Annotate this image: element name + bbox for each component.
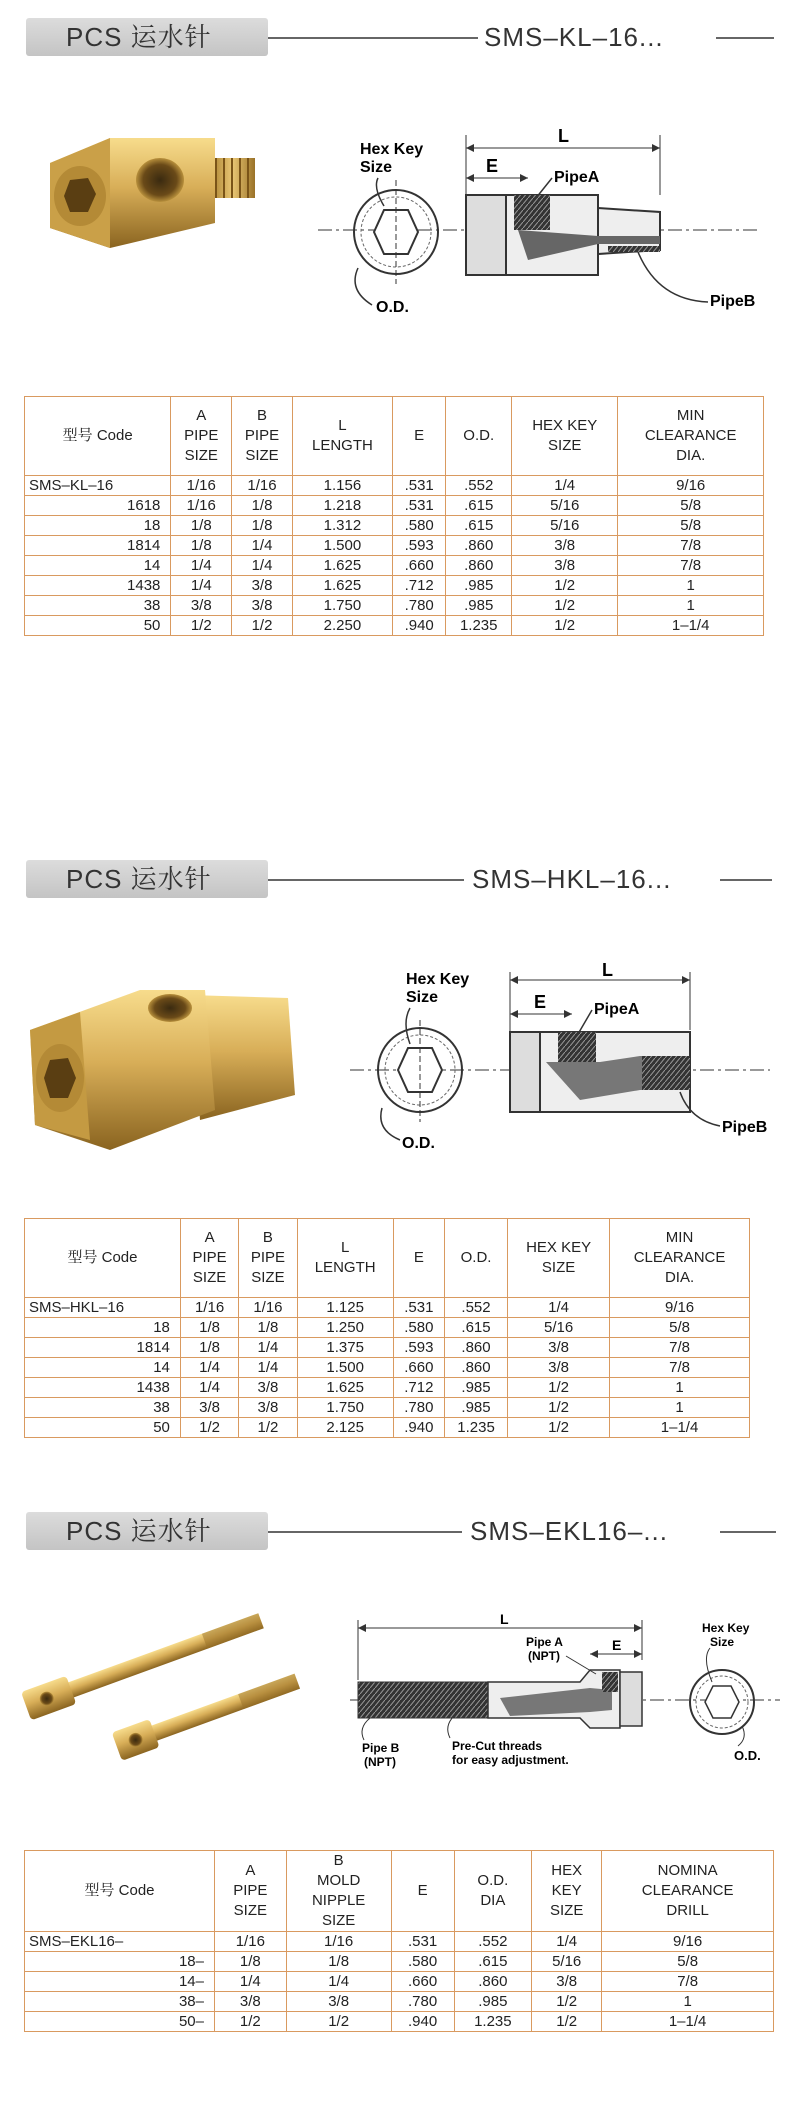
- table-row: [25, 616, 764, 636]
- table-row: [25, 576, 764, 596]
- table-cell: 1/4: [180, 1358, 238, 1378]
- model-title: SMS–EKL16–...: [470, 1516, 668, 1546]
- label-hex-key: Hex Key: [406, 971, 470, 988]
- table-header-cell: O.D. DIA: [454, 1851, 531, 1932]
- section-header: [0, 858, 800, 902]
- table-cell: 1.250: [297, 1318, 393, 1338]
- table-row: [25, 1358, 750, 1378]
- label-e: E: [486, 156, 499, 176]
- table-cell: 1.750: [297, 1398, 393, 1418]
- table-cell: 1.375: [297, 1338, 393, 1358]
- dimension-diagram-kl: [318, 120, 758, 350]
- label-od: O.D.: [734, 1748, 761, 1763]
- table-header-cell: L LENGTH: [297, 1219, 393, 1298]
- product-photo-hkl: [20, 960, 310, 1160]
- table-header-cell: 型号 Code: [25, 1219, 181, 1298]
- table-cell: 1: [610, 1398, 750, 1418]
- table-header-cell: A PIPE SIZE: [215, 1851, 287, 1932]
- table-cell: 1.235: [454, 2012, 531, 2032]
- table-cell: .552: [446, 476, 512, 496]
- table-cell: 1/2: [180, 1418, 238, 1438]
- table-cell: 1/2: [508, 1398, 610, 1418]
- table-cell: 1/2: [532, 1992, 602, 2012]
- table-cell-code: 38–: [25, 1992, 215, 2012]
- table-cell-code: 1814: [25, 1338, 181, 1358]
- label-pipe-a: Pipe A: [526, 1635, 563, 1649]
- table-cell: 5/8: [618, 516, 764, 536]
- table-cell: .552: [454, 1932, 531, 1952]
- table-cell: 3/8: [180, 1398, 238, 1418]
- table-cell: .860: [454, 1972, 531, 1992]
- table-cell-code: 1618: [25, 496, 171, 516]
- table-cell-code: 18: [25, 516, 171, 536]
- table-row: [25, 556, 764, 576]
- label-pipe-b: PipeB: [722, 1119, 768, 1136]
- label-precut-2: for easy adjustment.: [452, 1753, 569, 1767]
- spec-table-ekl: [24, 1850, 774, 2032]
- table-cell: .940: [393, 1418, 444, 1438]
- table-header-cell: MIN CLEARANCE DIA.: [610, 1219, 750, 1298]
- model-title: SMS–KL–16...: [484, 22, 664, 52]
- spec-table-hkl: [24, 1218, 750, 1438]
- label-pipe-a: PipeA: [554, 169, 600, 186]
- section-header: [0, 1510, 800, 1554]
- table-cell: 5/8: [610, 1318, 750, 1338]
- table-row: [25, 1398, 750, 1418]
- table-cell: .615: [446, 496, 512, 516]
- table-row: [25, 496, 764, 516]
- table-header-cell: HEX KEY SIZE: [512, 397, 618, 476]
- product-photo-kl: [40, 118, 290, 268]
- table-cell: .660: [392, 556, 445, 576]
- table-cell: 1/4: [286, 1972, 391, 1992]
- table-header-cell: O.D.: [444, 1219, 507, 1298]
- table-cell: 1.235: [446, 616, 512, 636]
- table-header-cell: MIN CLEARANCE DIA.: [618, 397, 764, 476]
- label-hex-key: Hex Key: [360, 141, 424, 158]
- label-precut-1: Pre-Cut threads: [452, 1739, 543, 1753]
- table-cell: .860: [446, 556, 512, 576]
- table-cell-code: 50: [25, 1418, 181, 1438]
- table-header-row: [25, 1851, 774, 1932]
- table-cell-code: 50: [25, 616, 171, 636]
- table-cell: 1/2: [508, 1418, 610, 1438]
- table-cell: .580: [393, 1318, 444, 1338]
- table-cell-code: 14: [25, 1358, 181, 1378]
- table-cell: 9/16: [610, 1298, 750, 1318]
- table-cell: .985: [444, 1398, 507, 1418]
- table-cell: 1/2: [239, 1418, 297, 1438]
- label-size: Size: [360, 159, 393, 176]
- table-cell: 1/8: [215, 1952, 287, 1972]
- table-cell: 7/8: [610, 1358, 750, 1378]
- table-cell: 2.125: [297, 1418, 393, 1438]
- table-cell: 1/4: [512, 476, 618, 496]
- table-cell: 1–1/4: [610, 1418, 750, 1438]
- table-cell: 1/8: [286, 1952, 391, 1972]
- table-cell: 7/8: [610, 1338, 750, 1358]
- table-cell: 1/4: [215, 1972, 287, 1992]
- table-header-cell: O.D.: [446, 397, 512, 476]
- table-cell: .712: [392, 576, 445, 596]
- table-cell-code: 14: [25, 556, 171, 576]
- table-cell: 1/2: [512, 576, 618, 596]
- table-cell: 1/2: [171, 616, 232, 636]
- table-cell: 1/16: [180, 1298, 238, 1318]
- table-header-cell: B MOLD NIPPLE SIZE: [286, 1851, 391, 1932]
- table-cell: 1–1/4: [602, 2012, 774, 2032]
- table-cell: .985: [444, 1378, 507, 1398]
- table-cell: .531: [392, 476, 445, 496]
- table-cell: 3/8: [171, 596, 232, 616]
- table-cell-code: SMS–EKL16–: [25, 1932, 215, 1952]
- label-pipe-b: Pipe B: [362, 1741, 400, 1755]
- label-hex-key: Hex Key: [702, 1621, 750, 1635]
- table-header-cell: E: [393, 1219, 444, 1298]
- table-cell: 7/8: [602, 1972, 774, 1992]
- label-pipe-b: PipeB: [710, 293, 756, 310]
- table-cell-code: 1438: [25, 1378, 181, 1398]
- table-cell: .940: [392, 616, 445, 636]
- section-header: [0, 16, 800, 60]
- table-header-cell: B PIPE SIZE: [232, 397, 293, 476]
- label-pipe-a-npt: (NPT): [528, 1649, 560, 1663]
- table-cell: .593: [393, 1338, 444, 1358]
- table-cell: 1/8: [232, 496, 293, 516]
- table-cell-code: 50–: [25, 2012, 215, 2032]
- table-cell: 5/8: [618, 496, 764, 516]
- table-row: [25, 1952, 774, 1972]
- table-cell: 1/8: [232, 516, 293, 536]
- table-cell: .593: [392, 536, 445, 556]
- table-header-cell: HEX KEY SIZE: [508, 1219, 610, 1298]
- table-header-cell: L LENGTH: [292, 397, 392, 476]
- table-cell: .780: [393, 1398, 444, 1418]
- table-row: [25, 536, 764, 556]
- table-cell: 9/16: [618, 476, 764, 496]
- table-cell: .615: [444, 1318, 507, 1338]
- table-cell: 1.235: [444, 1418, 507, 1438]
- table-cell: 3/8: [239, 1398, 297, 1418]
- table-cell: 1/4: [239, 1338, 297, 1358]
- table-row: [25, 1298, 750, 1318]
- table-row: [25, 476, 764, 496]
- label-l: L: [602, 960, 613, 980]
- table-cell: 9/16: [602, 1932, 774, 1952]
- table-header-cell: A PIPE SIZE: [171, 397, 232, 476]
- dimension-diagram-hkl: [350, 950, 770, 1180]
- table-cell: 1.625: [292, 576, 392, 596]
- table-header-row: [25, 397, 764, 476]
- table-cell-code: 38: [25, 1398, 181, 1418]
- table-cell: 1–1/4: [618, 616, 764, 636]
- table-cell-code: 1438: [25, 576, 171, 596]
- table-row: [25, 596, 764, 616]
- table-cell: 1/4: [232, 536, 293, 556]
- table-cell: 1/8: [239, 1318, 297, 1338]
- table-cell: 1/4: [171, 576, 232, 596]
- table-cell: 5/16: [512, 496, 618, 516]
- table-cell: 1: [610, 1378, 750, 1398]
- table-cell: .580: [392, 516, 445, 536]
- table-cell: 7/8: [618, 556, 764, 576]
- table-row: [25, 1318, 750, 1338]
- table-cell: .660: [393, 1358, 444, 1378]
- table-cell: 3/8: [512, 536, 618, 556]
- table-cell: 1.500: [292, 536, 392, 556]
- label-l: L: [558, 126, 569, 146]
- table-cell: .552: [444, 1298, 507, 1318]
- table-cell: .580: [391, 1952, 454, 1972]
- table-row: [25, 1338, 750, 1358]
- table-cell: 1.312: [292, 516, 392, 536]
- table-header-cell: 型号 Code: [25, 1851, 215, 1932]
- table-cell-code: 14–: [25, 1972, 215, 1992]
- table-row: [25, 2012, 774, 2032]
- table-cell: .860: [444, 1358, 507, 1378]
- table-cell: 1/16: [215, 1932, 287, 1952]
- table-cell: 1/8: [180, 1338, 238, 1358]
- table-header-cell: E: [392, 397, 445, 476]
- table-cell: 1/2: [512, 596, 618, 616]
- label-e: E: [612, 1637, 622, 1653]
- table-cell: 1/4: [232, 556, 293, 576]
- category-tag: PCS 运水针: [26, 860, 268, 898]
- table-cell: 7/8: [618, 536, 764, 556]
- table-cell-code: SMS–HKL–16: [25, 1298, 181, 1318]
- table-cell: 1/8: [171, 536, 232, 556]
- table-row: [25, 1972, 774, 1992]
- table-cell: .985: [446, 596, 512, 616]
- table-cell-code: 1814: [25, 536, 171, 556]
- spec-table-kl: [24, 396, 764, 636]
- model-title: SMS–HKL–16...: [472, 864, 672, 894]
- table-cell: 1/16: [171, 496, 232, 516]
- table-cell: 3/8: [239, 1378, 297, 1398]
- category-tag: PCS 运水针: [26, 1512, 268, 1550]
- table-cell: 1.500: [297, 1358, 393, 1378]
- table-cell: 3/8: [215, 1992, 287, 2012]
- table-cell: .940: [391, 2012, 454, 2032]
- product-photo-ekl: [18, 1600, 338, 1770]
- table-cell: 3/8: [508, 1338, 610, 1358]
- table-cell: 1: [618, 576, 764, 596]
- table-cell: 1/16: [286, 1932, 391, 1952]
- table-cell: .780: [391, 1992, 454, 2012]
- table-row: [25, 516, 764, 536]
- table-cell: .860: [446, 536, 512, 556]
- table-cell: 1/4: [239, 1358, 297, 1378]
- table-cell: 3/8: [508, 1358, 610, 1378]
- table-header-cell: E: [391, 1851, 454, 1932]
- table-header-cell: B PIPE SIZE: [239, 1219, 297, 1298]
- table-cell: .615: [446, 516, 512, 536]
- table-cell: 1.625: [292, 556, 392, 576]
- table-header-cell: A PIPE SIZE: [180, 1219, 238, 1298]
- table-cell: 5/16: [508, 1318, 610, 1338]
- label-size: Size: [406, 989, 439, 1006]
- table-header-cell: 型号 Code: [25, 397, 171, 476]
- table-cell: 3/8: [232, 596, 293, 616]
- table-cell: 1: [618, 596, 764, 616]
- table-cell-code: 38: [25, 596, 171, 616]
- category-tag: PCS 运水针: [26, 18, 268, 56]
- table-header-cell: HEX KEY SIZE: [532, 1851, 602, 1932]
- table-cell: 1/2: [232, 616, 293, 636]
- table-cell: 1/16: [232, 476, 293, 496]
- table-cell: 5/16: [532, 1952, 602, 1972]
- table-cell: 5/8: [602, 1952, 774, 1972]
- table-cell: 3/8: [286, 1992, 391, 2012]
- table-cell-code: SMS–KL–16: [25, 476, 171, 496]
- label-pipe-a: PipeA: [594, 1001, 640, 1018]
- table-cell: 1.156: [292, 476, 392, 496]
- table-cell-code: 18: [25, 1318, 181, 1338]
- table-cell: 1/4: [532, 1932, 602, 1952]
- table-cell: 1/2: [508, 1378, 610, 1398]
- table-cell: 3/8: [532, 1972, 602, 1992]
- table-cell: 1/2: [532, 2012, 602, 2032]
- table-cell: 1/8: [171, 516, 232, 536]
- table-cell: .780: [392, 596, 445, 616]
- table-header-cell: NOMINA CLEARANCE DRILL: [602, 1851, 774, 1932]
- table-cell: .531: [392, 496, 445, 516]
- table-cell: .860: [444, 1338, 507, 1358]
- label-od: O.D.: [376, 299, 409, 316]
- table-cell: 1/4: [171, 556, 232, 576]
- table-cell: 5/16: [512, 516, 618, 536]
- dimension-diagram-ekl: [350, 1610, 780, 1800]
- table-cell-code: 18–: [25, 1952, 215, 1972]
- table-cell: .531: [393, 1298, 444, 1318]
- table-row: [25, 1932, 774, 1952]
- label-pipe-b-npt: (NPT): [364, 1755, 396, 1769]
- table-row: [25, 1418, 750, 1438]
- table-cell: .660: [391, 1972, 454, 1992]
- table-cell: 1.625: [297, 1378, 393, 1398]
- label-e: E: [534, 992, 547, 1012]
- table-cell: 1/4: [508, 1298, 610, 1318]
- table-cell: 2.250: [292, 616, 392, 636]
- label-l: L: [500, 1611, 509, 1627]
- table-cell: .531: [391, 1932, 454, 1952]
- table-cell: .712: [393, 1378, 444, 1398]
- table-cell: 3/8: [232, 576, 293, 596]
- table-cell: .985: [454, 1992, 531, 2012]
- table-cell: 1/16: [171, 476, 232, 496]
- table-cell: 1/2: [286, 2012, 391, 2032]
- table-cell: 1: [602, 1992, 774, 2012]
- table-cell: 1/4: [180, 1378, 238, 1398]
- table-cell: 1/2: [215, 2012, 287, 2032]
- table-cell: 1/16: [239, 1298, 297, 1318]
- table-cell: 1.750: [292, 596, 392, 616]
- table-cell: .615: [454, 1952, 531, 1972]
- label-od: O.D.: [402, 1135, 435, 1152]
- table-cell: 1/8: [180, 1318, 238, 1338]
- table-header-row: [25, 1219, 750, 1298]
- table-cell: 1/2: [512, 616, 618, 636]
- table-cell: 3/8: [512, 556, 618, 576]
- table-cell: .985: [446, 576, 512, 596]
- table-cell: 1.125: [297, 1298, 393, 1318]
- table-row: [25, 1992, 774, 2012]
- table-row: [25, 1378, 750, 1398]
- table-cell: 1.218: [292, 496, 392, 516]
- label-size: Size: [710, 1635, 735, 1649]
